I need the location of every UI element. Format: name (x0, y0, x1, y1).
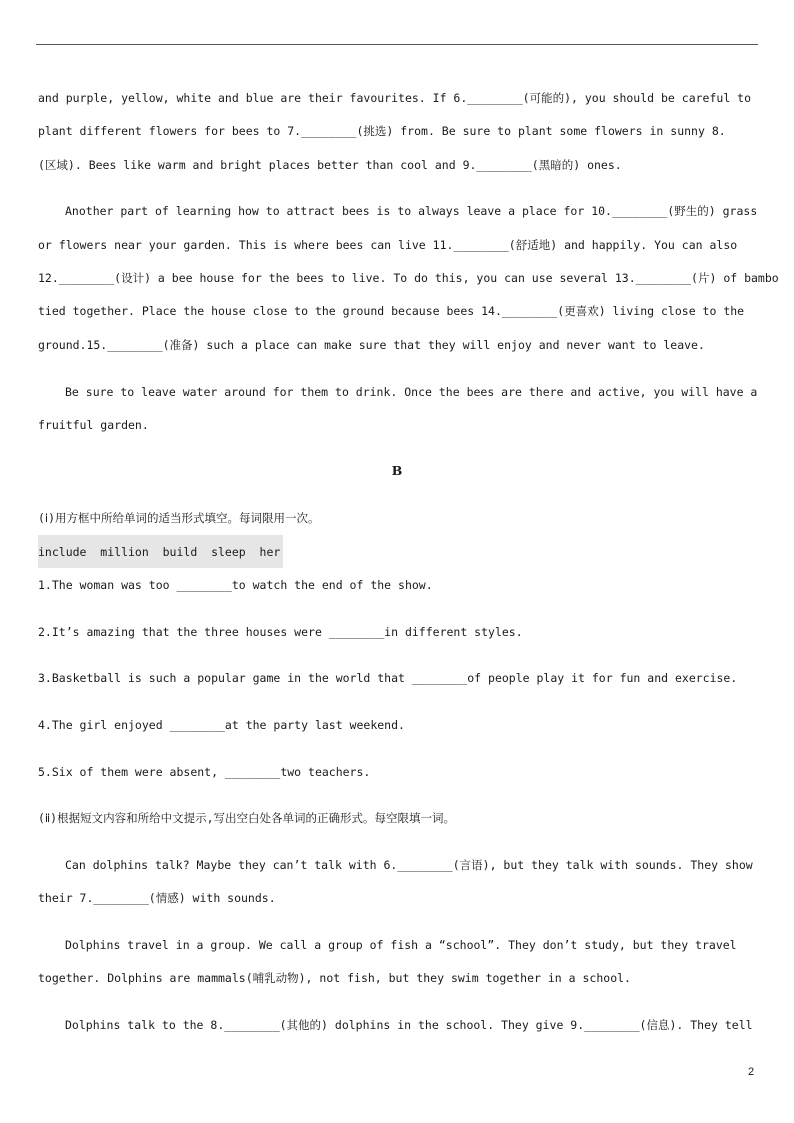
passage-a-line: or flowers near your garden. This is where bees can live 11.________(舒适地) and happily. You can also (38, 238, 738, 252)
exercise-item: 4.The girl enjoyed ________at the party last weekend. (38, 718, 405, 732)
header-rule (36, 44, 758, 45)
passage-a-line: 12.________(设计) a bee house for the bees to live. To do this, you can use several 13.________(片) of bambo (38, 271, 779, 285)
passage-a-line: fruitful garden. (38, 418, 149, 432)
passage-a-line: (区域). Bees like warm and bright places better than cool and 9.________(黑暗的) ones. (38, 158, 622, 172)
part1-instruction: (ⅰ)用方框中所给单词的适当形式填空。每词限用一次。 (38, 511, 320, 525)
passage-a-line: Another part of learning how to attract bees is to always leave a place for 10.________(野生的) grass (65, 204, 758, 218)
passage-b-line: together. Dolphins are mammals(哺乳动物), not fish, but they swim together in a school. (38, 971, 631, 985)
passage-a-line: Be sure to leave water around for them to drink. Once the bees are there and active, you will have a (65, 385, 758, 399)
exercise-item: 2.It’s amazing that the three houses were ________in different styles. (38, 625, 523, 639)
word-box-words: include million build sleep her (38, 545, 281, 559)
passage-b-line: Dolphins talk to the 8.________(其他的) dolphins in the school. They give 9.________(信息). They tell (65, 1018, 753, 1032)
passage-a-line: and purple, yellow, white and blue are their favourites. If 6.________(可能的), you should be careful to (38, 91, 752, 105)
exercise-item: 1.The woman was too ________to watch the end of the show. (38, 578, 433, 592)
exercise-item: 5.Six of them were absent, ________two teachers. (38, 765, 371, 779)
exercise-item: 3.Basketball is such a popular game in the world that ________of people play it for fun and exercise. (38, 671, 738, 685)
passage-a-line: tied together. Place the house close to the ground because bees 14.________(更喜欢) living close to the (38, 304, 745, 318)
part2-instruction: (ⅱ)根据短文内容和所给中文提示,写出空白处各单词的正确形式。每空限填一词。 (38, 811, 456, 825)
passage-b-line: Can dolphins talk? Maybe they can’t talk with 6.________(言语), but they talk with sounds. They show (65, 858, 753, 872)
passage-a-line: plant different flowers for bees to 7.________(挑选) from. Be sure to plant some flowers in sunny 8. (38, 124, 726, 138)
passage-b-line: Dolphins travel in a group. We call a group of fish a “school”. They don’t study, but they travel (65, 938, 737, 952)
passage-a-line: ground.15.________(准备) such a place can make sure that they will enjoy and never want to leave. (38, 338, 705, 352)
passage-b-line: their 7.________(情感) with sounds. (38, 891, 276, 905)
page-number: 2 (748, 1066, 755, 1078)
section-b-heading: B (391, 463, 403, 478)
